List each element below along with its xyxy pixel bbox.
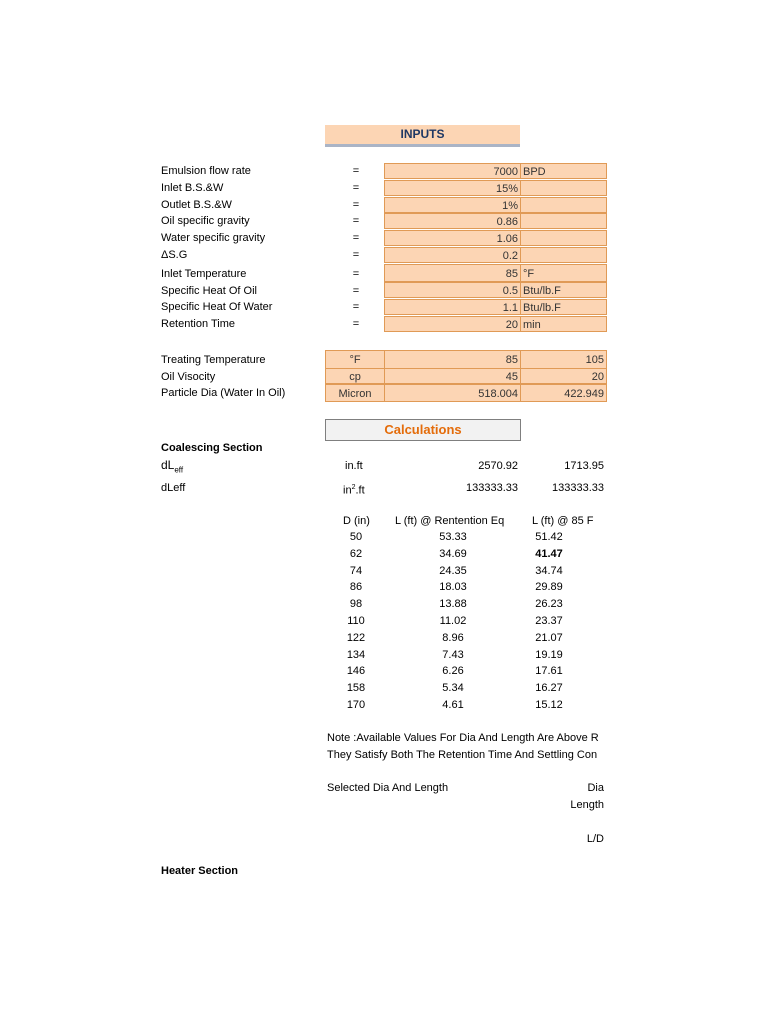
treating-unit: Micron — [325, 384, 385, 402]
dia-cell: 110 — [347, 615, 365, 627]
treating-label: Oil Visocity — [161, 371, 216, 383]
equals-sign: = — [352, 215, 360, 227]
input-label: Emulsion flow rate — [161, 165, 251, 177]
length-retention-cell: 8.96 — [442, 631, 464, 644]
length-85f-cell: 29.89 — [535, 581, 563, 594]
length-85f-cell: 15.12 — [535, 699, 563, 711]
input-label: Specific Heat Of Oil — [161, 285, 257, 297]
length-retention-cell: 34.69 — [439, 547, 467, 560]
input-label: Water specific gravity — [161, 232, 266, 244]
length-85f-cell: 19.19 — [535, 648, 563, 661]
dia-cell: 74 — [349, 564, 363, 577]
dleff-value: 1713.95 — [564, 460, 604, 472]
input-value-outlet-bsw[interactable]: 1% — [384, 197, 521, 213]
equals-sign: = — [352, 268, 360, 280]
input-unit: BPD — [520, 163, 607, 179]
equals-sign: = — [352, 301, 360, 313]
column-header-length-retention: L (ft) @ Rentention Eq — [395, 515, 505, 527]
dia-cell: 122 — [346, 631, 366, 644]
input-unit — [520, 213, 607, 229]
input-unit — [520, 197, 607, 213]
equals-sign: = — [352, 232, 360, 244]
dia-cell: 62 — [349, 547, 363, 560]
input-value-emulsion-flow[interactable]: 7000 — [384, 163, 521, 179]
length-retention-cell: 7.43 — [442, 648, 464, 661]
length-retention-cell: 53.33 — [439, 531, 467, 543]
input-unit — [520, 230, 607, 246]
dia-cell: 158 — [346, 682, 366, 695]
input-value-inlet-bsw[interactable]: 15% — [384, 180, 521, 196]
heater-section-heading: Heater Section — [161, 865, 239, 877]
length-retention-cell: 11.02 — [439, 615, 467, 627]
selected-dia-length-label: Selected Dia And Length — [327, 782, 449, 794]
selected-length-label: Length — [570, 799, 604, 811]
treating-value[interactable]: 422.949 — [520, 384, 607, 402]
equals-sign: = — [352, 199, 360, 211]
input-value-cp-water[interactable]: 1.1 — [384, 299, 521, 315]
input-unit — [520, 247, 607, 263]
treating-value[interactable]: 518.004 — [384, 384, 521, 402]
column-header-length-85f: L (ft) @ 85 F — [532, 515, 594, 527]
dleff2-value: 133333.33 — [552, 482, 604, 494]
input-value-inlet-temp[interactable]: 85 — [384, 264, 521, 282]
equals-sign: = — [352, 249, 360, 261]
treating-value[interactable]: 105 — [520, 350, 607, 369]
input-unit: min — [520, 316, 607, 332]
dleff-unit: in.ft — [345, 460, 363, 472]
dia-cell: 146 — [346, 665, 366, 678]
input-unit: Btu/lb.F — [520, 299, 607, 315]
length-retention-cell: 6.26 — [442, 665, 464, 678]
input-label: ΔS.G — [161, 249, 188, 261]
length-retention-cell: 13.88 — [439, 598, 467, 611]
treating-value[interactable]: 20 — [520, 368, 607, 384]
length-retention-cell: 18.03 — [439, 581, 467, 594]
input-unit: Btu/lb.F — [520, 282, 607, 298]
length-85f-cell: 41.47 — [535, 547, 563, 560]
length-85f-cell: 23.37 — [535, 615, 563, 627]
input-value-cp-oil[interactable]: 0.5 — [384, 282, 521, 298]
input-unit: °F — [520, 264, 607, 282]
input-value-delta-sg[interactable]: 0.2 — [384, 247, 521, 263]
inputs-title: INPUTS — [325, 125, 520, 147]
dleff2-unit: $in^2.ft$ — [343, 484, 365, 497]
dleff2-value: 133333.33 — [466, 482, 518, 494]
length-85f-cell: 34.74 — [535, 564, 563, 577]
dleff2-label: dLeff — [161, 482, 186, 494]
equals-sign: = — [352, 182, 360, 194]
length-retention-cell: 24.35 — [439, 564, 467, 577]
length-85f-cell: 17.61 — [535, 665, 563, 678]
equals-sign: = — [352, 318, 360, 330]
calculations-title: Calculations — [325, 419, 521, 441]
input-label: Specific Heat Of Water — [161, 301, 273, 313]
input-value-retention-time[interactable]: 20 — [384, 316, 521, 332]
column-header-dia: D (in) — [343, 515, 370, 527]
treating-label: Particle Dia (Water In Oil) — [161, 387, 286, 399]
input-label: Inlet B.S.&W — [161, 182, 224, 194]
length-85f-cell: 51.42 — [535, 531, 563, 543]
equals-sign: = — [352, 165, 360, 177]
treating-value[interactable]: 85 — [384, 350, 521, 369]
ld-label: L/D — [586, 833, 604, 845]
length-retention-cell: 5.34 — [442, 682, 464, 695]
dia-cell: 170 — [346, 699, 366, 711]
note-line-2: They Satisfy Both The Retention Time And Settling Con — [327, 749, 598, 761]
equals-sign: = — [352, 285, 360, 297]
dleff-label: $dL_{eff}$ — [161, 458, 184, 475]
dia-cell: 50 — [349, 531, 363, 543]
dia-cell: 86 — [349, 581, 363, 594]
input-label: Outlet B.S.&W — [161, 199, 232, 211]
dleff-value: 2570.92 — [478, 460, 518, 472]
length-85f-cell: 16.27 — [535, 682, 563, 695]
note-line-1: Note :Available Values For Dia And Length Are Above R — [327, 732, 599, 744]
length-85f-cell: 21.07 — [535, 631, 563, 644]
dia-cell: 98 — [349, 598, 363, 611]
coalescing-heading: Coalescing Section — [161, 442, 263, 454]
length-85f-cell: 26.23 — [535, 598, 563, 611]
input-value-water-sg[interactable]: 1.06 — [384, 230, 521, 246]
treating-unit: °F — [325, 350, 385, 369]
treating-label: Treating Temperature — [161, 354, 266, 366]
treating-value[interactable]: 45 — [384, 368, 521, 384]
dia-cell: 134 — [346, 648, 366, 661]
input-unit — [520, 180, 607, 196]
selected-dia-label: Dia — [587, 782, 604, 794]
treating-unit: cp — [325, 368, 385, 384]
input-label: Oil specific gravity — [161, 215, 250, 227]
length-retention-cell: 4.61 — [442, 699, 464, 711]
input-label: Inlet Temperature — [161, 268, 247, 280]
input-label: Retention Time — [161, 318, 235, 330]
input-value-oil-sg[interactable]: 0.86 — [384, 213, 521, 229]
